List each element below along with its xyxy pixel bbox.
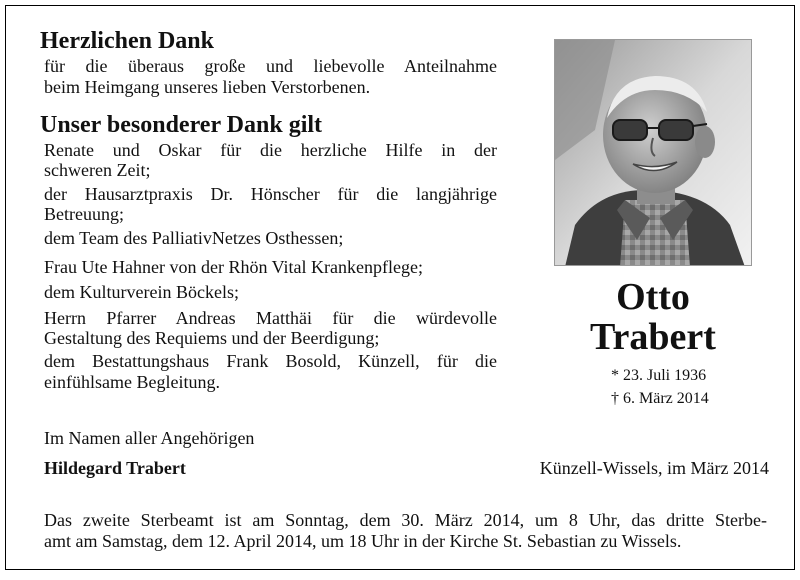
obituary-card bbox=[5, 5, 795, 570]
signature-name: Hildegard Trabert bbox=[44, 458, 186, 478]
thanks-item-7-line-1: dem Bestattungshaus Frank Bosold, Künzell, für die bbox=[44, 351, 497, 371]
thanks-heading: Herzlichen Dank bbox=[40, 28, 214, 54]
thanks-line-2: beim Heimgang unseres lieben Verstorbenen. bbox=[44, 77, 371, 97]
thanks-item-6-line-1: Herrn Pfarrer Andreas Matthäi für die würdevolle bbox=[44, 308, 497, 328]
thanks-item-5: dem Kulturverein Böckels; bbox=[44, 282, 239, 302]
footer-line-2: amt am Samstag, dem 12. April 2014, um 18 Uhr in der Kirche St. Sebastian zu Wissels. bbox=[44, 531, 682, 551]
place-and-date: Künzell-Wissels, im März 2014 bbox=[539, 458, 769, 478]
thanks-item-1-line-2: schweren Zeit; bbox=[44, 160, 151, 180]
thanks-item-2-line-1: der Hausarztpraxis Dr. Hönscher für die langjährige bbox=[44, 184, 497, 204]
deceased-last-name: Trabert bbox=[590, 316, 716, 358]
thanks-item-6-line-2: Gestaltung des Requiems und der Beerdigung; bbox=[44, 328, 380, 348]
thanks-item-2-line-2: Betreuung; bbox=[44, 204, 124, 224]
thanks-item-4: Frau Ute Hahner von der Rhön Vital Krankenpflege; bbox=[44, 257, 423, 277]
thanks-item-3: dem Team des PalliativNetzes Osthessen; bbox=[44, 228, 344, 248]
portrait-illustration bbox=[555, 40, 752, 266]
portrait-photo bbox=[554, 39, 752, 266]
special-thanks-heading: Unser besonderer Dank gilt bbox=[40, 112, 323, 138]
signature-intro: Im Namen aller Angehörigen bbox=[44, 428, 255, 448]
thanks-item-1-line-1: Renate und Oskar für die herzliche Hilfe in der bbox=[44, 140, 497, 160]
footer-line-1: Das zweite Sterbeamt ist am Sonntag, dem 30. März 2014, um 8 Uhr, das dritte Sterbe- bbox=[44, 510, 767, 530]
birth-date: * 23. Juli 1936 bbox=[611, 367, 707, 384]
death-date: † 6. März 2014 bbox=[611, 390, 709, 407]
thanks-item-7-line-2: einfühlsame Begleitung. bbox=[44, 372, 220, 392]
deceased-first-name: Otto bbox=[616, 276, 690, 318]
thanks-line-1: für die überaus große und liebevolle Anteilnahme bbox=[44, 56, 497, 76]
